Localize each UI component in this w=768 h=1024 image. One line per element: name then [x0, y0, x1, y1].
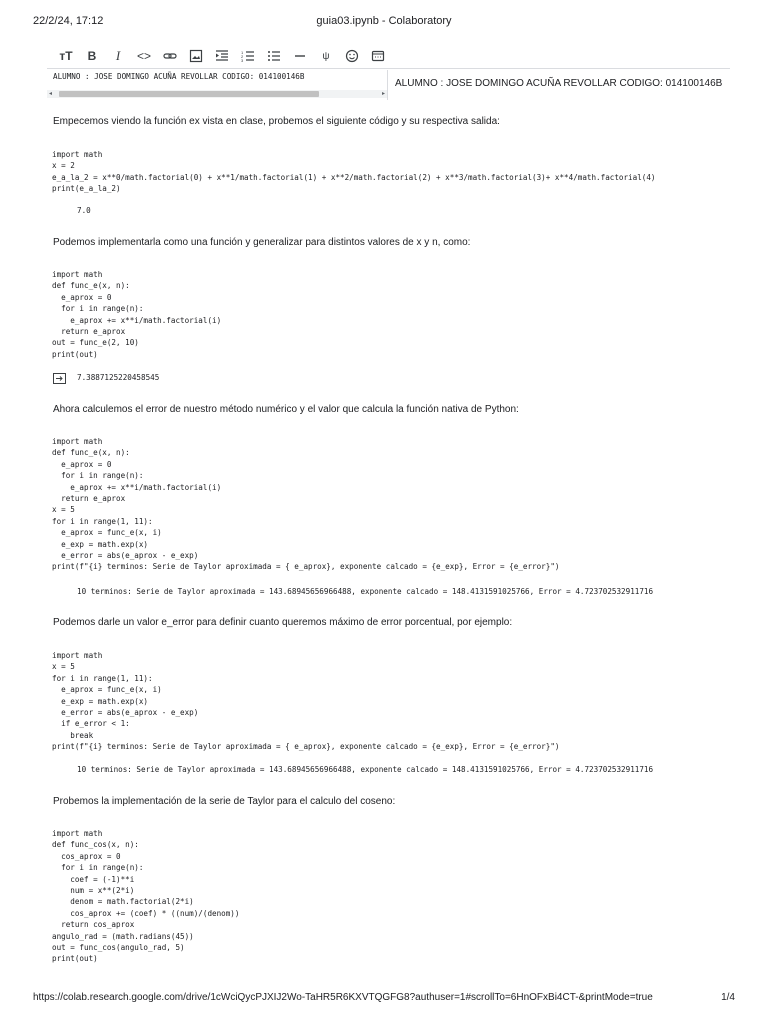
- text-cell: Probemos la implementación de la serie de Taylor para el calculo del coseno:: [53, 796, 396, 807]
- print-url: https://colab.research.google.com/drive/1cWciQycPJXIJ2Wo-TaHR5R6KXVTQGFG8?authuser=1#scrollTo=6HnOFxBi4CT-&printMode=true: [33, 992, 653, 1003]
- bold-icon[interactable]: B: [87, 49, 97, 63]
- text-cell: Podemos implementarla como una función y generalizar para distintos valores de x y n, como:: [53, 237, 471, 248]
- horizontal-scrollbar[interactable]: [47, 90, 387, 98]
- markdown-editor[interactable]: [47, 70, 388, 100]
- code-cell[interactable]: import math def func_e(x, n): e_aprox = 0 for i in range(n): e_aprox += x**i/math.factorial(i) return e_aprox out = func_e(2, 10) print(out): [52, 270, 222, 359]
- scroll-left-icon[interactable]: ◂: [49, 91, 53, 97]
- svg-text:2: 2: [241, 54, 244, 59]
- print-title: guia03.ipynb - Colaboratory: [316, 15, 452, 27]
- text-cell: Empecemos viendo la función ex vista en clase, probemos el siguiente código y su respectiva salida:: [53, 116, 500, 127]
- output-redirect-icon[interactable]: [53, 373, 66, 384]
- code-cell[interactable]: import math def func_e(x, n): e_aprox = 0 for i in range(n): e_aprox += x**i/math.factorial(i) return e_aprox x = 5 for i in range(1, 11): e_aprox = func_e(x, i) e_exp = math.exp(x) e_error = abs(e_aprox - e_exp) print(f"{i} terminos: Serie de Taylor aproximada = { e_aprox}, exponente calcado = {e_exp}, Error = {e_error}"): [52, 437, 560, 572]
- text-cell: Ahora calculemos el error de nuestro método numérico y el valor que calcula la función nativa de Python:: [53, 404, 519, 415]
- code-cell[interactable]: import math def func_cos(x, n): cos_aprox = 0 for i in range(n): coef = (-1)**i num = x**(2*i) denom = math.factorial(2*i) cos_aprox += (coef) * ((num)/(denom)) return cos_aprox angulo_rad = (math.radians(45)) out = func_cos(angulo_rad, 5) print(out): [52, 829, 240, 964]
- psi-icon[interactable]: ψ: [322, 50, 330, 62]
- horizontal-rule-icon[interactable]: [287, 46, 313, 66]
- print-header: [33, 15, 735, 31]
- numbered-list-icon[interactable]: [235, 46, 261, 66]
- toolbar-divider: [47, 68, 730, 69]
- markdown-preview: ALUMNO : JOSE DOMINGO ACUÑA REVOLLAR CODIGO: 014100146B: [395, 78, 723, 89]
- link-icon[interactable]: [157, 46, 183, 66]
- markdown-source[interactable]: ALUMNO : JOSE DOMINGO ACUÑA REVOLLAR CODIGO: 014100146B: [53, 72, 305, 81]
- scrollbar-thumb[interactable]: [59, 91, 319, 97]
- print-date: 22/2/24, 17:12: [33, 15, 104, 27]
- cell-output: 7.0: [77, 206, 91, 215]
- bulleted-list-icon[interactable]: [261, 46, 287, 66]
- italic-icon[interactable]: I: [115, 48, 121, 63]
- mirror-icon[interactable]: [365, 46, 391, 66]
- cell-output: 10 terminos: Serie de Taylor aproximada = 143.68945656966488, exponente calcado = 148.4131591025766, Error = 4.723702532911716: [77, 765, 654, 774]
- code-icon[interactable]: <>: [136, 49, 151, 63]
- cell-output: 10 terminos: Serie de Taylor aproximada = 143.68945656966488, exponente calcado = 148.4131591025766, Error = 4.723702532911716: [77, 587, 654, 596]
- text-cell: Podemos darle un valor e_error para definir cuanto queremos máximo de error porcentual, por ejemplo:: [53, 617, 513, 628]
- svg-text:3: 3: [241, 58, 244, 63]
- print-footer: [33, 992, 735, 1006]
- code-cell[interactable]: import math x = 5 for i in range(1, 11): e_aprox = func_e(x, i) e_exp = math.exp(x) e_error = abs(e_aprox - e_exp) if e_error < 1: break print(f"{i} terminos: Serie de Taylor aproximada = { e_aprox}, exponente calcado = {e_exp}, Error = {e_error}"): [52, 651, 560, 752]
- page-number: 1/4: [721, 992, 735, 1003]
- svg-text:1: 1: [241, 50, 244, 55]
- code-cell[interactable]: import math x = 2 e_a_la_2 = x**0/math.factorial(0) + x**1/math.factorial(1) + x**2/math.factorial(2) + x**3/math.factorial(3)+ x**4/math.factorial(4) print(e_a_la_2): [52, 150, 656, 194]
- indent-icon[interactable]: [209, 46, 235, 66]
- cell-output: 7.3887125220458545: [77, 373, 160, 382]
- text-size-icon[interactable]: ᴛT: [59, 49, 73, 63]
- emoji-icon[interactable]: [339, 46, 365, 66]
- scroll-right-icon[interactable]: ▸: [381, 91, 385, 97]
- image-icon[interactable]: [183, 46, 209, 66]
- markdown-toolbar: [53, 46, 391, 66]
